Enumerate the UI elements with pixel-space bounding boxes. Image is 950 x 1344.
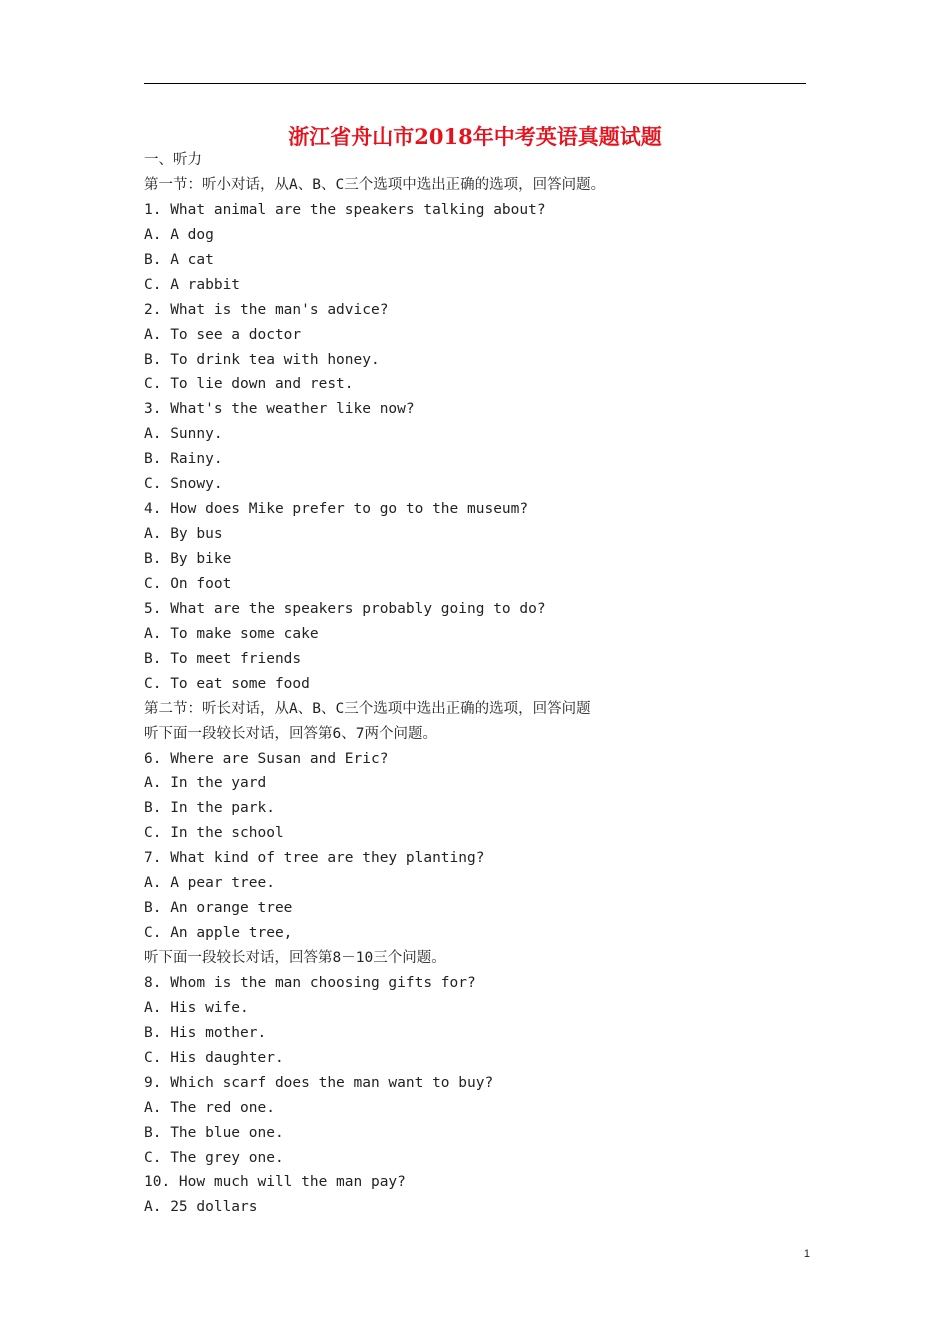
text-line: C. The grey one. — [144, 1149, 284, 1166]
header-rule — [144, 83, 806, 84]
text-line: 6. Where are Susan and Eric? — [144, 750, 389, 767]
text-line: A. His wife. — [144, 999, 249, 1016]
text-line: 8. Whom is the man choosing gifts for? — [144, 974, 476, 991]
text-line: C. In the school — [144, 825, 284, 842]
text-line: A. By bus — [144, 526, 223, 543]
text-line: B. His mother. — [144, 1024, 267, 1041]
text-line: 听下面一段较长对话，回答第8－10三个问题。 — [144, 950, 446, 966]
text-line: 3. What's the weather like now? — [144, 401, 415, 418]
text-line: C. An apple tree, — [144, 925, 293, 942]
page-title: 浙江省舟山市2018年中考英语真题试题 — [288, 124, 662, 149]
text-line: C. To lie down and rest. — [144, 376, 354, 393]
text-line: 10. How much will the man pay? — [144, 1174, 406, 1191]
text-line: B. In the park. — [144, 800, 275, 817]
text-line: 7. What kind of tree are they planting? — [144, 850, 485, 867]
text-line: C. On foot — [144, 575, 232, 592]
page-number: 1 — [803, 1248, 810, 1260]
text-line: A. Sunny. — [144, 426, 223, 443]
text-line: B. To meet friends — [144, 650, 302, 667]
text-line: B. The blue one. — [144, 1124, 284, 1141]
text-line: C. To eat some food — [144, 675, 310, 692]
text-line: 9. Which scarf does the man want to buy? — [144, 1074, 494, 1091]
text-line: A. To see a doctor — [144, 326, 302, 343]
text-line: B. Rainy. — [144, 451, 223, 468]
text-line: 5. What are the speakers probably going to do? — [144, 600, 546, 617]
text-line: A. A dog — [144, 226, 214, 243]
text-line: B. By bike — [144, 551, 232, 567]
text-line: C. His daughter. — [144, 1049, 284, 1066]
text-line: A. To make some cake — [144, 625, 319, 642]
text-line: 1. What animal are the speakers talking about? — [144, 201, 546, 218]
text-line: A. A pear tree. — [144, 875, 275, 892]
text-line: 听下面一段较长对话，回答第6、7两个问题。 — [144, 725, 437, 742]
text-line: 第一节：听小对话，从A、B、C三个选项中选出正确的选项，回答问题。 — [144, 176, 606, 193]
text-line: B. A cat — [144, 251, 214, 268]
text-line: A. The red one. — [144, 1099, 275, 1116]
text-line: A. 25 dollars — [144, 1199, 258, 1216]
section-heading: 一、听力 — [144, 152, 202, 168]
text-line: C. Snowy. — [144, 476, 223, 493]
text-line: 2. What is the man's advice? — [144, 301, 389, 318]
text-line: A. In the yard — [144, 775, 267, 792]
text-line: B. To drink tea with honey. — [144, 351, 380, 368]
text-line: C. A rabbit — [144, 276, 241, 293]
text-line: 第二节：听长对话，从A、B、C三个选项中选出正确的选项，回答问题 — [144, 700, 591, 717]
text-line: 4. How does Mike prefer to go to the museum? — [144, 501, 529, 518]
document-body — [144, 148, 824, 1220]
text-line: B. An orange tree — [144, 900, 293, 917]
